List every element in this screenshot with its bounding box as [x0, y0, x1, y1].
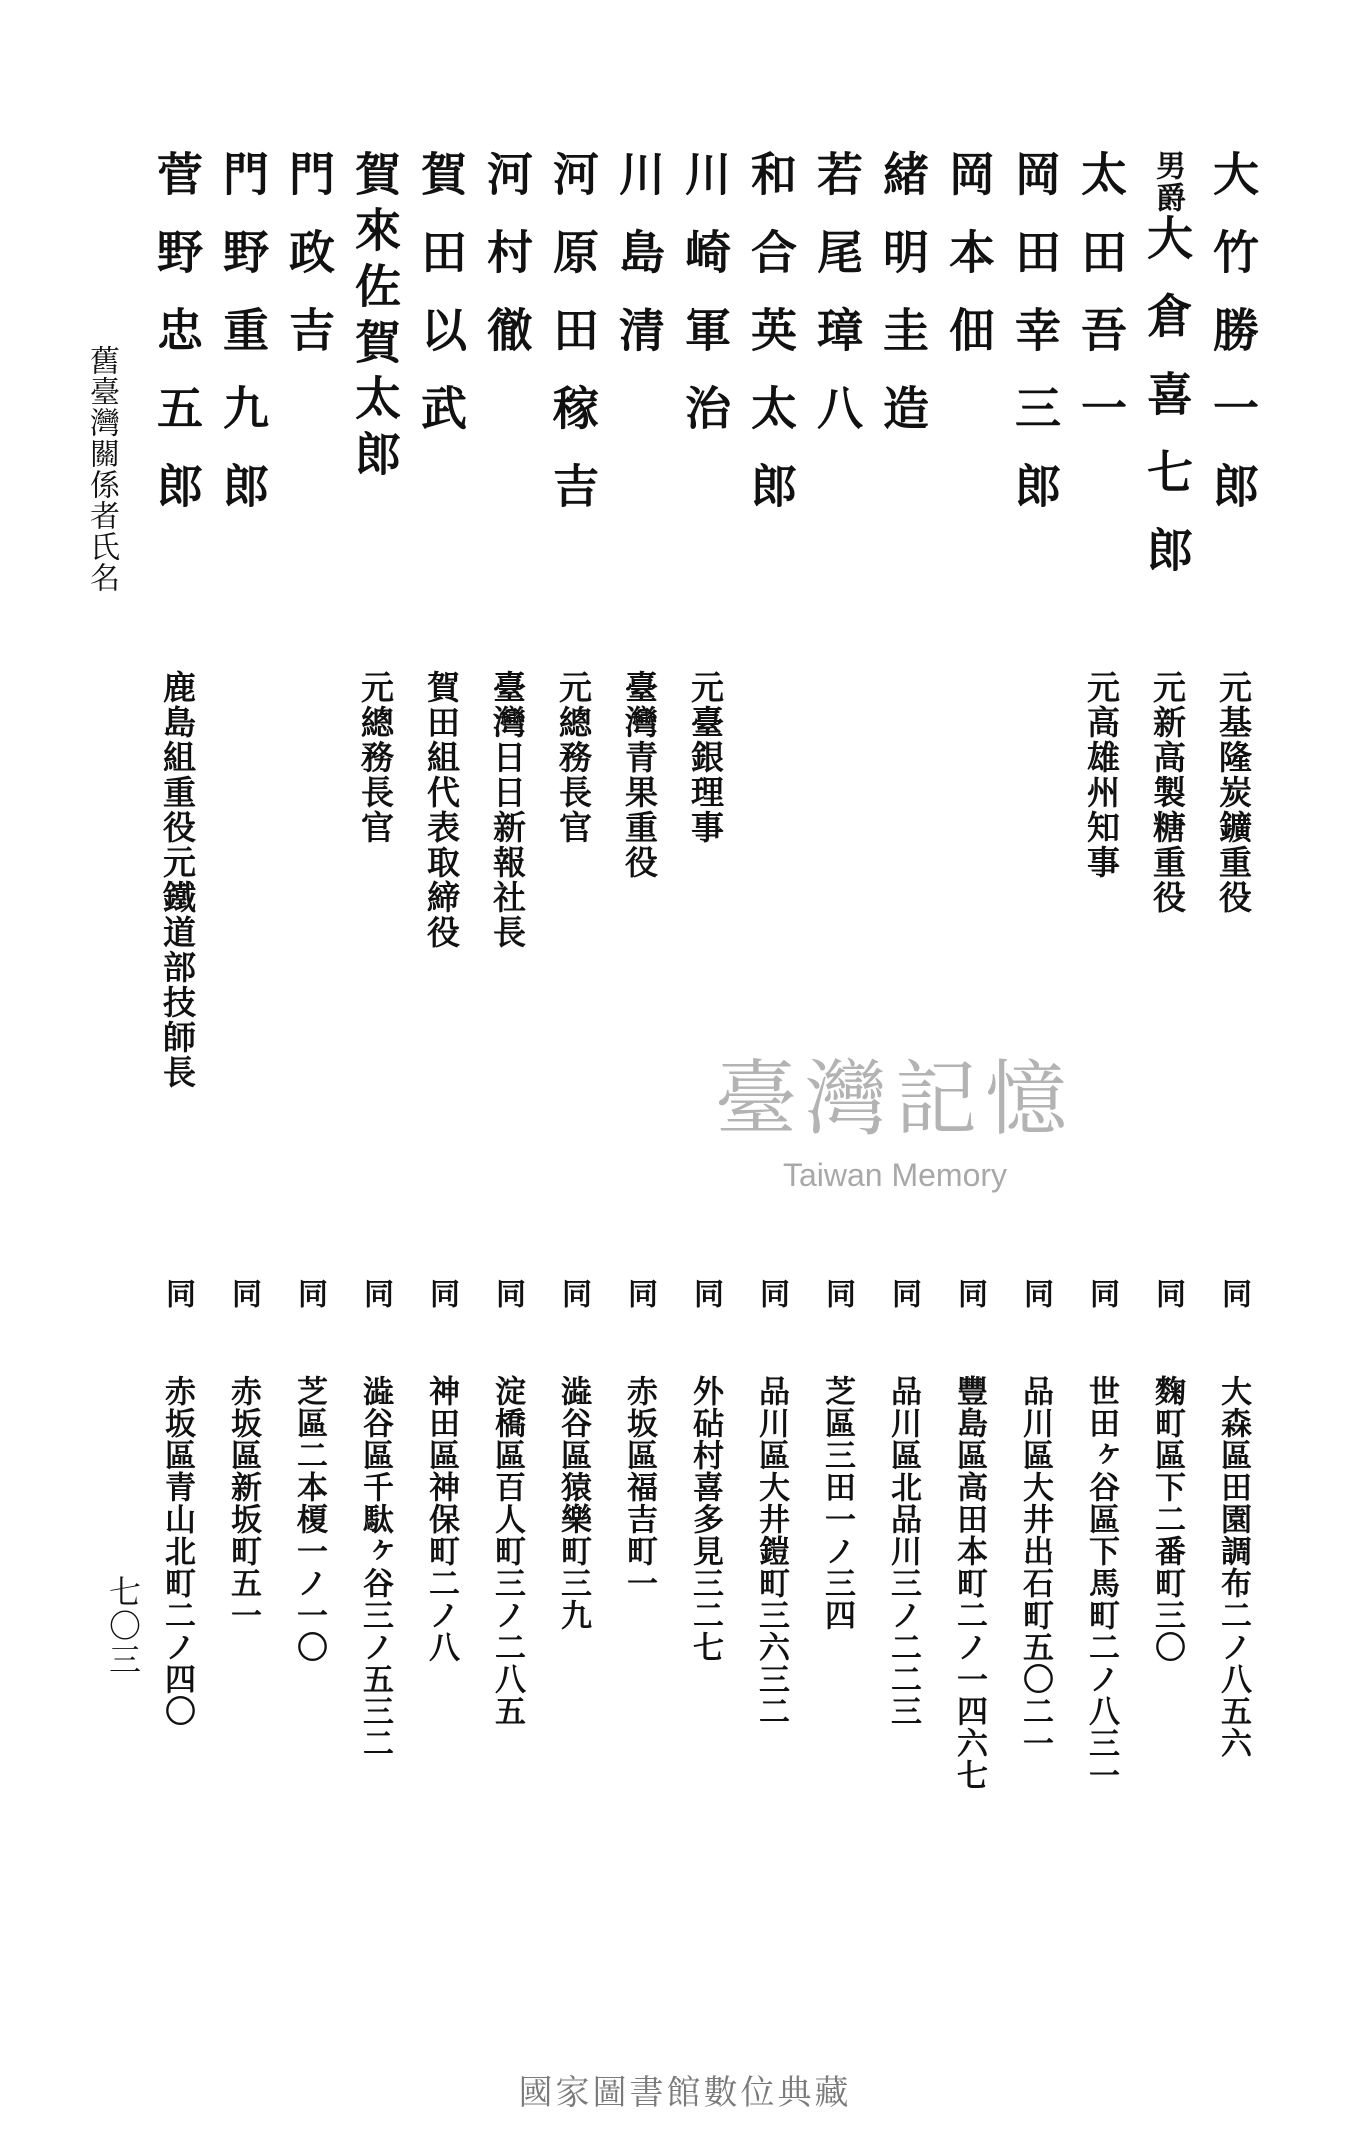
person-address: 大森區田園調布二ノ八五六 [1215, 1375, 1251, 1759]
ditto-mark: 同 [424, 1278, 459, 1308]
entry-column [342, 0, 408, 1780]
ditto-mark: 同 [556, 1278, 591, 1308]
ditto-mark: 同 [358, 1278, 393, 1308]
entry-column [540, 0, 606, 1780]
person-address: 澁谷區千駄ヶ谷三ノ五三二 [357, 1375, 393, 1759]
person-address: 赤坂區青山北町二ノ四〇 [159, 1375, 195, 1727]
person-role: 臺灣青果重役 [620, 670, 659, 880]
person-role: 元總務長官 [554, 670, 593, 845]
person-address: 品川區北品川三ノ二二三 [885, 1375, 921, 1727]
ditto-mark: 同 [226, 1278, 261, 1308]
person-address: 神田區神保町二ノ八 [423, 1375, 459, 1663]
ditto-mark: 同 [1150, 1278, 1185, 1308]
person-role: 臺灣日日新報社長 [488, 670, 527, 950]
person-name: 河原田稼吉 [546, 150, 600, 540]
noble-title: 男爵 [1150, 150, 1185, 214]
watermark [665, 1045, 1125, 1215]
entry-column [276, 0, 342, 1780]
person-role: 元臺銀理事 [686, 670, 725, 845]
entry-column [1002, 0, 1068, 1780]
person-name: 門野重九郎 [216, 150, 270, 540]
ditto-mark: 同 [490, 1278, 525, 1308]
person-role: 元基隆炭鑛重役 [1214, 670, 1253, 915]
person-name: 菅野忠五郎 [150, 150, 204, 540]
ditto-mark: 同 [688, 1278, 723, 1308]
entry-column [870, 0, 936, 1780]
person-address: 品川區大井出石町五〇二一 [1017, 1375, 1053, 1759]
ditto-mark: 同 [292, 1278, 327, 1308]
watermark-english: Taiwan Memory [782, 1157, 1008, 1193]
person-name: 若尾璋八 [810, 150, 864, 462]
person-address: 麴町區下二番町三〇 [1149, 1375, 1185, 1663]
person-address: 赤坂區新坂町五一 [225, 1375, 261, 1631]
person-address: 淀橋區百人町三ノ二八五 [489, 1375, 525, 1727]
entry-column [408, 0, 474, 1780]
person-address: 赤坂區福吉町一 [621, 1375, 657, 1599]
entry-column [936, 0, 1002, 1791]
entry-column [144, 0, 210, 1780]
person-name: 賀田以武 [414, 150, 468, 462]
person-role: 元新高製糖重役 [1148, 670, 1187, 915]
person-role: 元高雄州知事 [1082, 670, 1121, 880]
person-address: 品川區大井鎧町三六三二 [753, 1375, 789, 1727]
ditto-mark: 同 [1084, 1278, 1119, 1308]
person-name: 河村徹 [480, 150, 534, 384]
person-name: 大竹勝一郎 [1206, 150, 1260, 540]
person-role: 賀田組代表取締役 [422, 670, 461, 950]
person-name: 賀來佐賀太郎 [348, 150, 402, 486]
person-name: 門政吉 [282, 150, 336, 384]
person-address: 澁谷區猿樂町三九 [555, 1375, 591, 1631]
person-name-text: 大倉喜七郎 [1140, 214, 1194, 604]
ditto-mark: 同 [1216, 1278, 1251, 1308]
entry-column [1134, 0, 1200, 1780]
ditto-mark: 同 [820, 1278, 855, 1308]
running-header: 舊臺灣關係者氏名 [84, 345, 119, 593]
person-role: 元總務長官 [356, 670, 395, 845]
ditto-mark: 同 [622, 1278, 657, 1308]
person-name: 緒明圭造 [876, 150, 930, 462]
ditto-mark: 同 [886, 1278, 921, 1308]
person-address: 芝區二本榎一ノ一〇 [291, 1375, 327, 1663]
watermark-chinese: 臺灣記憶 [714, 1052, 1075, 1147]
person-address: 豐島區高田本町二ノ一四六七 [951, 1375, 987, 1791]
ditto-mark: 同 [952, 1278, 987, 1308]
person-name: 川島清 [612, 150, 666, 384]
person-address: 外砧村喜多見三二七 [687, 1375, 723, 1663]
person-address: 芝區三田一ノ三四 [819, 1375, 855, 1631]
entry-column [606, 0, 672, 1780]
ditto-mark: 同 [1018, 1278, 1053, 1308]
person-name: 岡田幸三郎 [1008, 150, 1062, 540]
entry-column [804, 0, 870, 1780]
person-address: 世田ヶ谷區下馬町二ノ八三一 [1083, 1375, 1119, 1791]
person-name: 岡本佃 [942, 150, 996, 384]
library-footer: 國家圖書館數位典藏 [518, 2073, 852, 2113]
person-name: 太田吾一 [1074, 150, 1128, 462]
person-role: 鹿島組重役元鐵道部技師長 [158, 670, 197, 1090]
page-number: 七〇三 [104, 1575, 142, 1677]
entry-column [738, 0, 804, 1780]
entry-column [210, 0, 276, 1780]
person-name [1134, 150, 1200, 604]
person-name: 和合英太郎 [744, 150, 798, 540]
entry-column [474, 0, 540, 1780]
ditto-mark: 同 [754, 1278, 789, 1308]
entry-column [672, 0, 738, 1780]
entry-column [1068, 0, 1134, 1791]
person-name: 川崎軍治 [678, 150, 732, 462]
ditto-mark: 同 [160, 1278, 195, 1308]
entry-column [1200, 0, 1266, 1780]
